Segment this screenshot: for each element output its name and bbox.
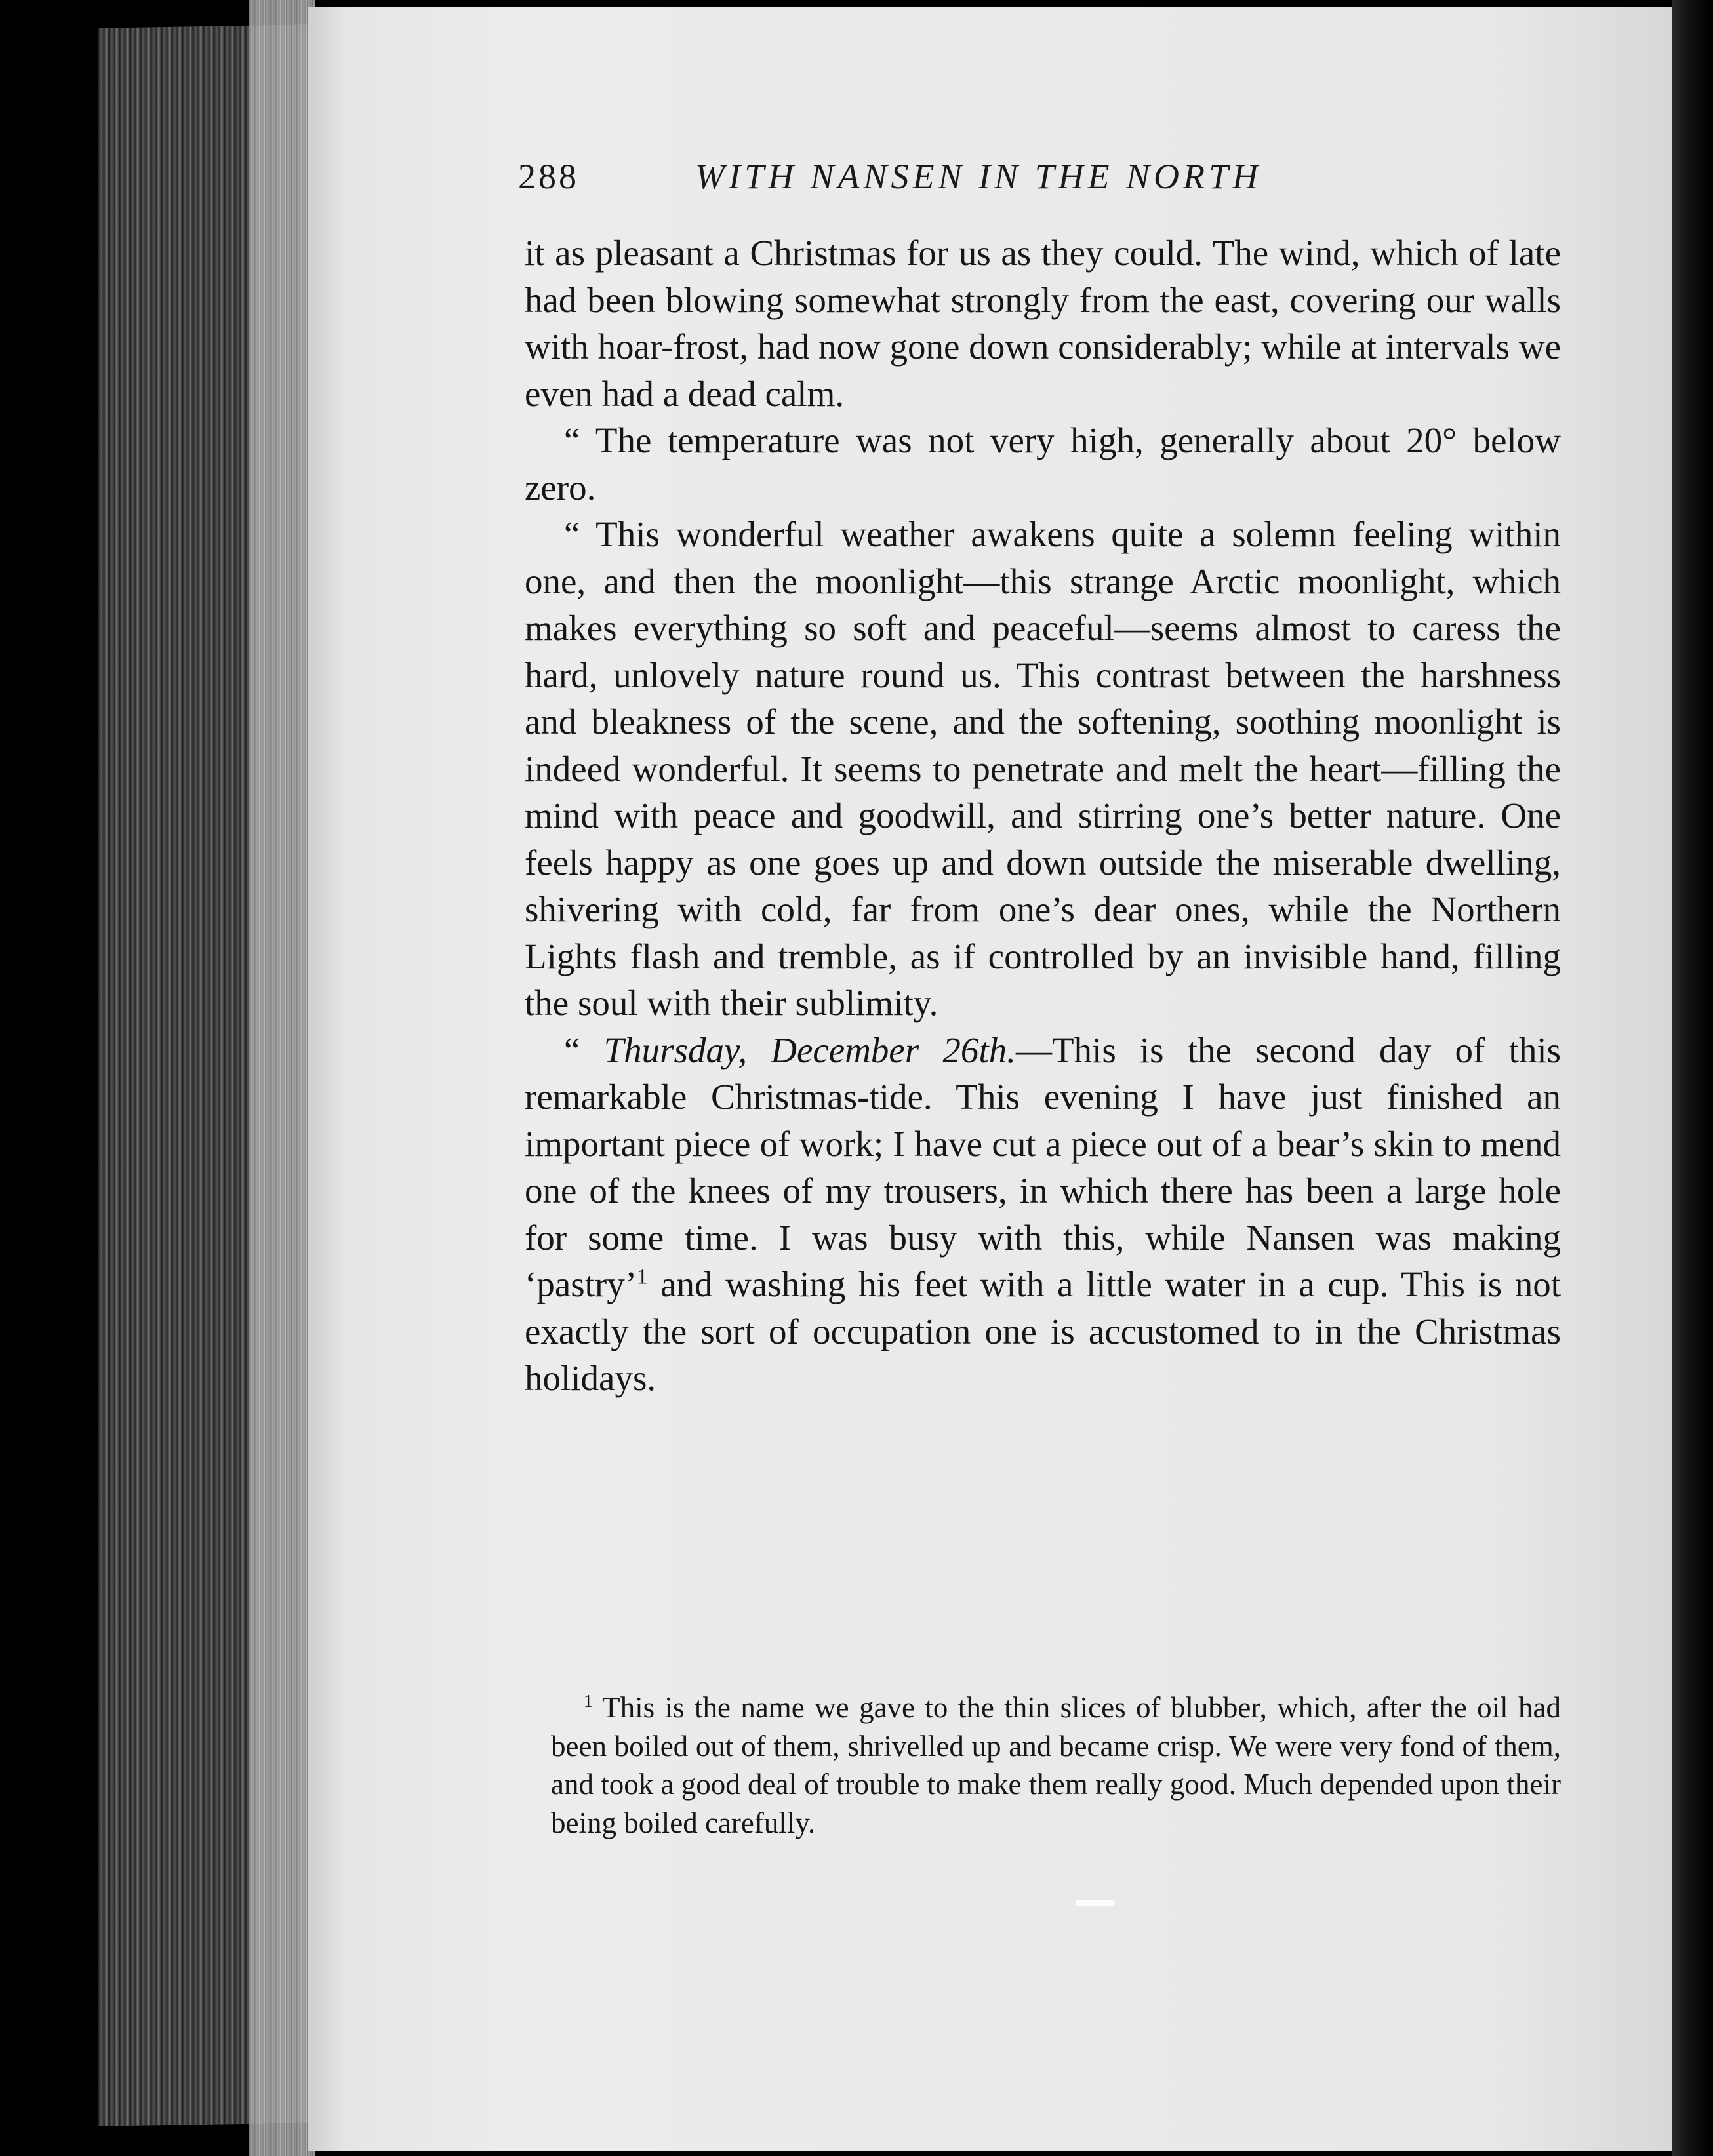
paragraph-4-text-b: and washing his feet with a little water in a cup. This is not exactly the sort of occupation one is accustomed to in the Christmas holidays. xyxy=(525,1264,1561,1398)
page-edges-light xyxy=(249,0,315,2156)
footnote-reference: 1 xyxy=(637,1265,648,1289)
paragraph-4-text-a: —This is the second day of this remarkable Christmas-tide. This evening I have just finished an important piece of work; I have cut a piece out of a bear’s skin to mend one of the knees of my trousers, in which there has been a large hole for some time. I was busy with this, while Nansen was making ‘pastry’ xyxy=(525,1029,1561,1304)
page-number: 288 xyxy=(518,157,579,196)
footnote xyxy=(551,1688,1561,1842)
footnote-text: This is the name we gave to the thin slices of blubber, which, after the oil had been boiled out of them, shrivelled up and became crisp. We were very fond of them, and took a good deal of trouble to make them really good. Much depended upon their being boiled carefully. xyxy=(551,1691,1561,1839)
page-header xyxy=(518,156,1436,209)
diary-date: Thursday, December 26th. xyxy=(603,1029,1016,1070)
footnote-marker: 1 xyxy=(584,1691,593,1711)
body-text xyxy=(525,230,1561,1402)
paragraph-3: “ This wonderful weather awakens quite a solemn feeling within one, and then the moonlight—this strange Arctic moonlight, which makes everything so soft and peaceful—seems almost to caress the hard, unlovely nature round us. This contrast between the harshness and bleakness of the scene, and the softening, soothing moonlight is indeed wonderful. It seems to penetrate and melt the heart—filling the mind with peace and goodwill, and stirring one’s better nature. One feels happy as one goes up and down outside the miserable dwelling, shivering with cold, far from one’s dear ones, while the Northern Lights flash and tremble, as if controlled by an invisible hand, filling the soul with their sublimity. xyxy=(525,514,1561,1023)
paragraph-2: “ The temperature was not very high, generally about 20° below zero. xyxy=(525,420,1561,508)
open-quote: “ xyxy=(564,1029,604,1070)
paragraph-4 xyxy=(525,1027,1561,1402)
scan-speck xyxy=(1076,1900,1115,1906)
gutter-shadow xyxy=(1672,0,1713,2156)
paragraph-1: it as pleasant a Christmas for us as they could. The wind, which of late had been blowing somewhat strongly from the east, covering our walls with hoar-frost, had now gone down considerably; while at intervals we even had a dead calm. xyxy=(525,233,1561,414)
running-head: WITH NANSEN IN THE NORTH xyxy=(695,157,1262,196)
